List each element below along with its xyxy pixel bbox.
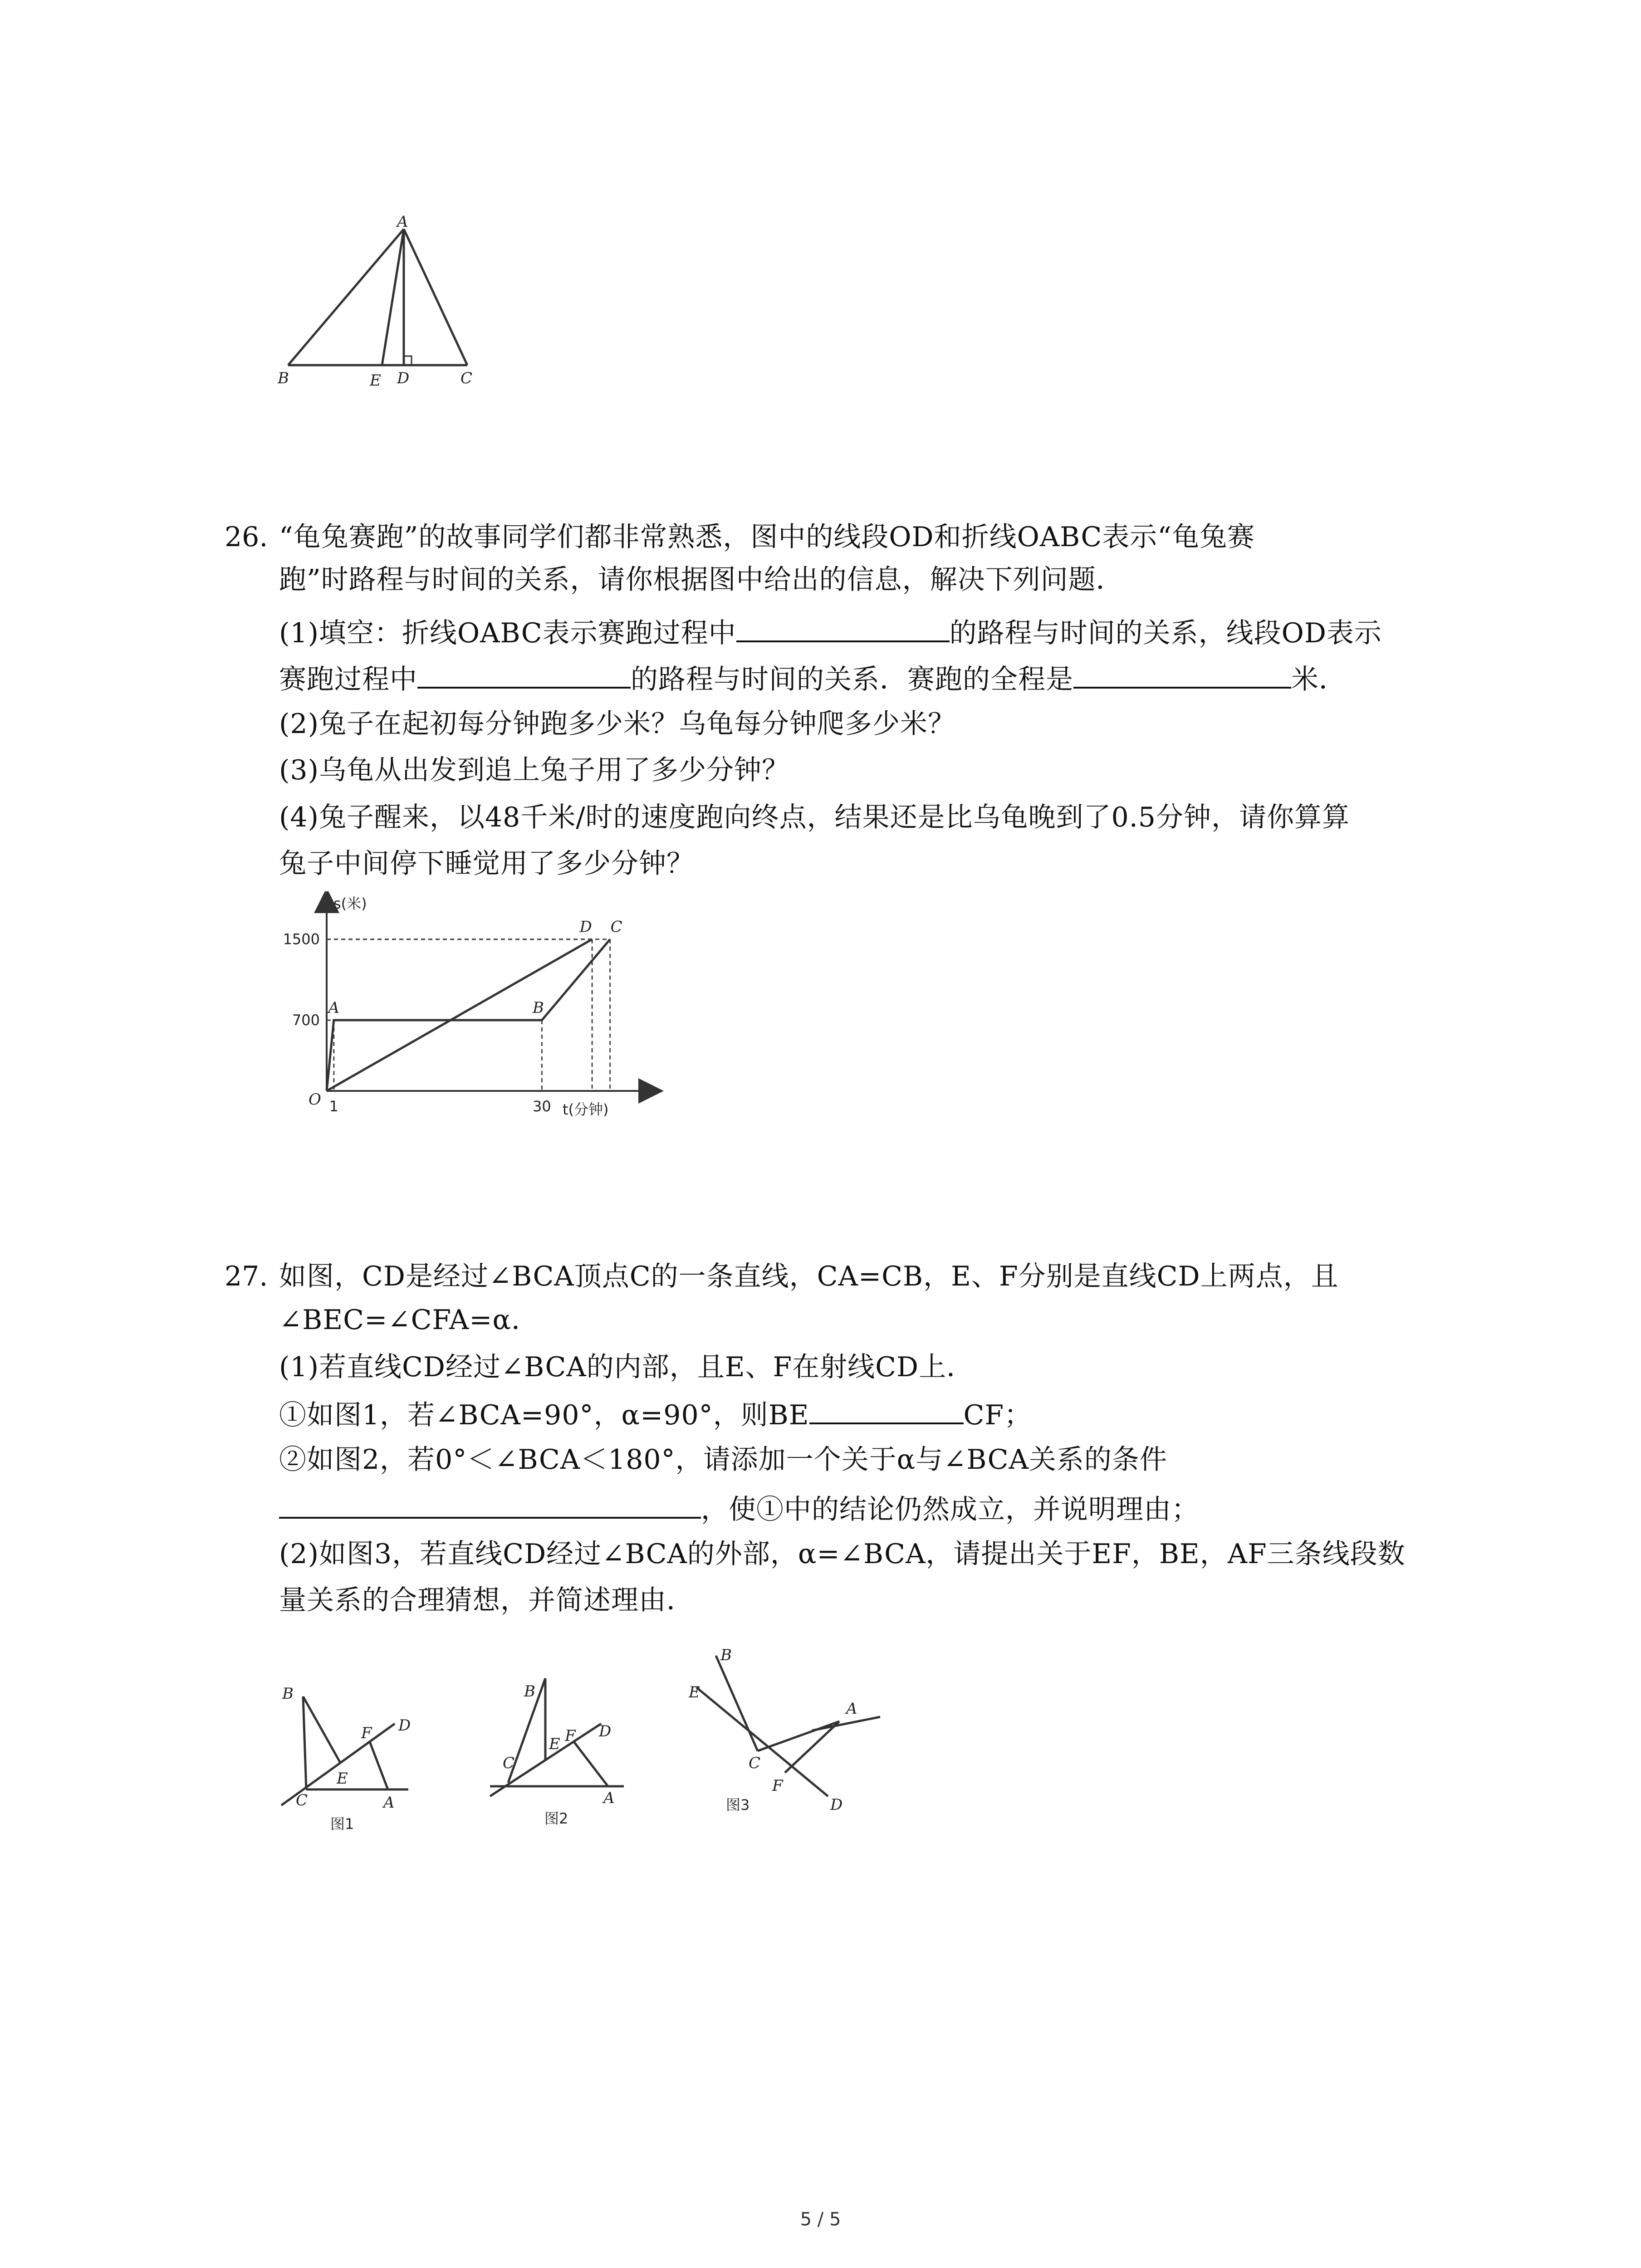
figure-2 bbox=[481, 1647, 635, 1828]
line-cd bbox=[696, 1687, 828, 1796]
segment-fa bbox=[574, 1742, 608, 1786]
vertex-label-c: C bbox=[460, 369, 473, 387]
fig1-caption: 图1 bbox=[330, 1815, 354, 1833]
point-label-c: C bbox=[610, 918, 622, 936]
q26-blank-3[interactable] bbox=[1073, 661, 1291, 689]
point-label-b: B bbox=[532, 999, 544, 1017]
fig3-caption: 图3 bbox=[726, 1796, 750, 1813]
figure-1 bbox=[272, 1656, 422, 1837]
fig2-label-c: C bbox=[503, 1754, 515, 1772]
q26-stem-line2: 跑”时路程与时间的关系，请你根据图中给出的信息，解决下列问题． bbox=[279, 564, 1124, 596]
race-chart bbox=[265, 891, 665, 1127]
q27-sub1-text-b: CF； bbox=[963, 1399, 1032, 1431]
series-line-0 bbox=[327, 939, 610, 1091]
fig2-label-f: F bbox=[565, 1727, 576, 1745]
segment-ca bbox=[758, 1721, 839, 1751]
y-tick-label: 1500 bbox=[283, 930, 320, 948]
x-tick-label: 30 bbox=[533, 1098, 551, 1115]
q26-part1-text-c: 赛跑过程中 bbox=[279, 664, 417, 695]
segment-af bbox=[785, 1721, 839, 1773]
x-axis-title: t(分钟) bbox=[563, 1101, 609, 1118]
fig1-label-d: D bbox=[398, 1716, 411, 1735]
x-tick-label: 1 bbox=[329, 1098, 338, 1115]
fig3-label-f: F bbox=[772, 1777, 783, 1795]
q26-number: 26. bbox=[225, 521, 268, 553]
q27-part2-line1: (2)如图3，若直线CD经过∠BCA的外部，α=∠BCA，请提出关于EF，BE，AF三条线段数 bbox=[279, 1538, 1406, 1570]
fig3-label-e: E bbox=[689, 1683, 700, 1701]
figure-3 bbox=[676, 1624, 894, 1833]
q26-part1-text-b: 的路程与时间的关系，线段OD表示 bbox=[949, 617, 1382, 649]
point-label-a: A bbox=[328, 999, 340, 1017]
q26-part1-text-e: 米． bbox=[1291, 664, 1347, 695]
q27-stem-line2: ∠BEC=∠CFA=α． bbox=[279, 1304, 539, 1336]
fig3-label-a: A bbox=[846, 1700, 857, 1718]
fig1-label-e: E bbox=[337, 1769, 348, 1788]
q27-part1: (1)若直线CD经过∠BCA的内部，且E、F在射线CD上． bbox=[279, 1351, 975, 1383]
q27-part2-line2: 量关系的合理猜想，并简述理由． bbox=[279, 1584, 694, 1616]
q26-part1-line1 bbox=[279, 615, 1382, 650]
q26-blank-1[interactable] bbox=[736, 615, 950, 642]
fig1-label-a: A bbox=[383, 1794, 395, 1812]
fig3-label-d: D bbox=[830, 1796, 843, 1814]
q26-part2: (2)兔子在起初每分钟跑多少米？乌龟每分钟爬多少米？ bbox=[279, 708, 955, 740]
q26-blank-2[interactable] bbox=[417, 661, 631, 689]
segment-ab bbox=[288, 229, 404, 365]
fig1-label-c: C bbox=[296, 1791, 308, 1809]
right-angle-mark bbox=[404, 356, 411, 365]
segment-cb bbox=[303, 1696, 306, 1789]
page-number: 5 / 5 bbox=[800, 2209, 841, 2230]
q27-sub1-text-a: ①如图1，若∠BCA=90°，α=90°，则BE bbox=[279, 1399, 809, 1431]
segment-cb bbox=[716, 1656, 758, 1751]
q27-blank-2[interactable] bbox=[279, 1491, 701, 1519]
fig2-label-a: A bbox=[603, 1789, 615, 1807]
q26-part3: (3)乌龟从出发到追上兔子用了多少分钟？ bbox=[279, 754, 789, 786]
y-tick-label: 700 bbox=[292, 1012, 320, 1029]
segment-ac bbox=[404, 229, 467, 365]
q27-sub2-text-b: ，使①中的结论仍然成立，并说明理由； bbox=[701, 1494, 1199, 1525]
fig3-label-c: C bbox=[749, 1754, 761, 1772]
fig1-label-f: F bbox=[361, 1724, 372, 1742]
series-line-1 bbox=[327, 939, 592, 1091]
fig2-label-b: B bbox=[524, 1682, 535, 1701]
triangle-figure bbox=[268, 213, 495, 395]
q26-part4-line2: 兔子中间停下睡觉用了多少分钟？ bbox=[279, 848, 694, 880]
segment-fa bbox=[370, 1742, 388, 1789]
fig1-label-b: B bbox=[282, 1685, 294, 1703]
q26-stem-line1: “龟兔赛跑”的故事同学们都非常熟悉，图中的线段OD和折线OABC表示“龟兔赛 bbox=[279, 521, 1255, 553]
point-label-d: D bbox=[579, 918, 592, 936]
vertex-label-e: E bbox=[370, 371, 381, 390]
fig2-caption: 图2 bbox=[544, 1810, 568, 1827]
q27-number: 27. bbox=[225, 1261, 268, 1292]
q27-part1-sub1 bbox=[279, 1397, 1032, 1432]
q27-stem-line1: 如图，CD是经过∠BCA顶点C的一条直线，CA=CB，E、F分别是直线CD上两点，且 bbox=[279, 1261, 1339, 1292]
q27-part1-sub2-line2 bbox=[279, 1491, 1199, 1526]
q26-part1-text-d: 的路程与时间的关系．赛跑的全程是 bbox=[631, 664, 1073, 695]
q27-blank-1[interactable] bbox=[809, 1397, 964, 1424]
vertex-label-a: A bbox=[397, 213, 408, 231]
q26-part1-line2 bbox=[279, 661, 1347, 696]
vertex-label-d: D bbox=[397, 369, 410, 387]
fig2-label-d: D bbox=[599, 1722, 612, 1740]
line-through-a bbox=[812, 1717, 880, 1730]
q27-part1-sub2-line1: ②如图2，若0°＜∠BCA＜180°，请添加一个关于α与∠BCA关系的条件 bbox=[279, 1444, 1167, 1476]
fig3-label-b: B bbox=[720, 1646, 732, 1664]
segment-be bbox=[303, 1696, 340, 1763]
q26-part1-text-a: (1)填空：折线OABC表示赛跑过程中 bbox=[279, 617, 736, 649]
q26-part4-line1: (4)兔子醒来，以48千米/时的速度跑向终点，结果还是比乌龟晚到了0.5分钟，请你算算 bbox=[279, 802, 1350, 833]
vertex-label-b: B bbox=[278, 369, 289, 387]
fig2-label-e: E bbox=[549, 1735, 560, 1753]
origin-label: O bbox=[309, 1090, 321, 1109]
y-axis-title: s(米) bbox=[333, 895, 367, 912]
